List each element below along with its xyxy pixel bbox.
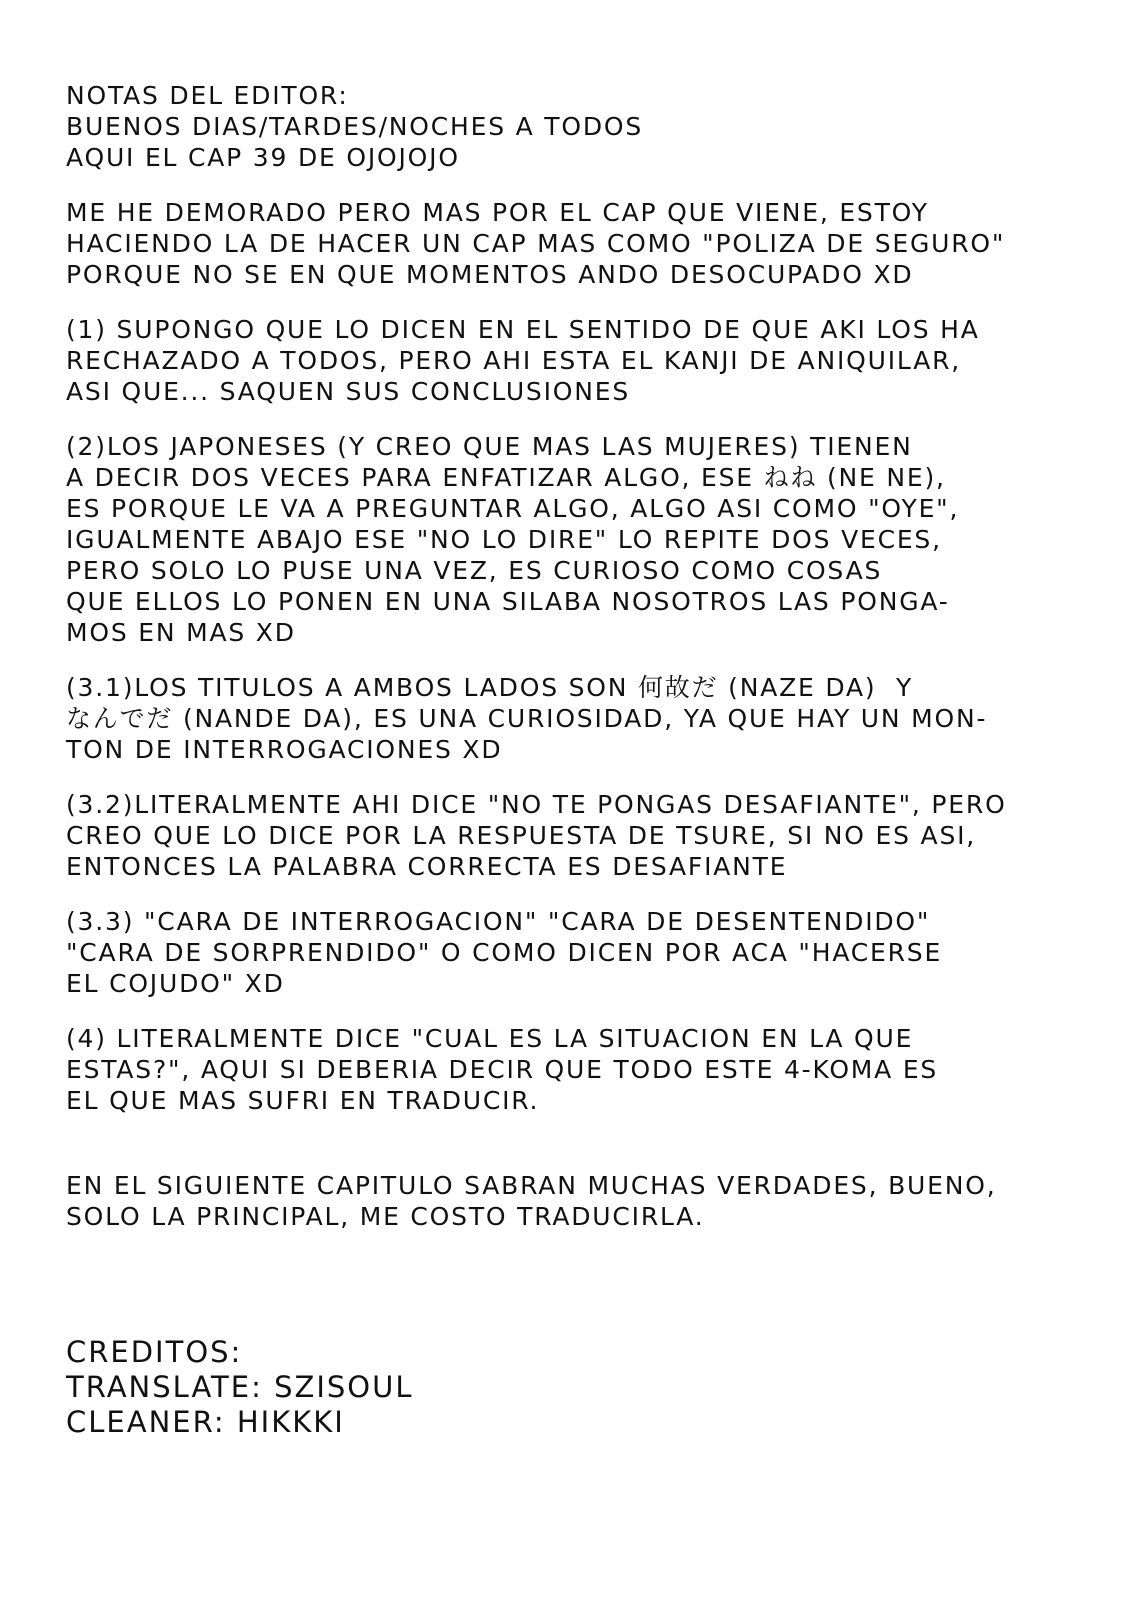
text-line: (3.2)LITERALMENTE AHI DICE "NO TE PONGAS DESAFIANTE", PERO bbox=[66, 790, 1007, 819]
text-line: A DECIR DOS VECES PARA ENFATIZAR ALGO, ESE ねね (NE NE), bbox=[66, 463, 946, 492]
text-line: PERO SOLO LO PUSE UNA VEZ, ES CURIOSO COMO COSAS bbox=[66, 556, 883, 585]
text-line: "CARA DE SORPRENDIDO" O COMO DICEN POR ACA "HACERSE bbox=[66, 938, 943, 967]
text-line: ES PORQUE LE VA A PREGUNTAR ALGO, ALGO ASI COMO "OYE", bbox=[66, 494, 960, 523]
text-line: (1) SUPONGO QUE LO DICEN EN EL SENTIDO DE QUE AKI LOS HA bbox=[66, 315, 980, 344]
text-line: (3.1)LOS TITULOS A AMBOS LADOS SON 何故だ (NAZE DA) Y bbox=[66, 673, 914, 702]
text-line: PORQUE NO SE EN QUE MOMENTOS ANDO DESOCUPADO XD bbox=[66, 260, 914, 289]
text-line: なんでだ (NANDE DA), ES UNA CURIOSIDAD, YA QUE HAY UN MON- bbox=[66, 704, 988, 733]
text-line: MOS EN MAS XD bbox=[66, 618, 296, 647]
note-3-1 bbox=[66, 672, 1076, 765]
text-line: (4) LITERALMENTE DICE "CUAL ES LA SITUACION EN LA QUE bbox=[66, 1024, 914, 1053]
text-line: ASI QUE... SAQUEN SUS CONCLUSIONES bbox=[66, 377, 631, 406]
note-3-3 bbox=[66, 906, 1076, 999]
text-line: SOLO LA PRINCIPAL, ME COSTO TRADUCIRLA. bbox=[66, 1202, 705, 1231]
credits-heading: CREDITOS: bbox=[66, 1335, 243, 1369]
text-line: EN EL SIGUIENTE CAPITULO SABRAN MUCHAS VERDADES, BUENO, bbox=[66, 1171, 997, 1200]
credit-translate: TRANSLATE: SZISOUL bbox=[66, 1370, 414, 1404]
credit-cleaner: CLEANER: HIKKKI bbox=[66, 1405, 345, 1439]
credits-block bbox=[66, 1335, 414, 1440]
text-line: (2)LOS JAPONESES (Y CREO QUE MAS LAS MUJERES) TIENEN bbox=[66, 432, 913, 461]
text-line: EL QUE MAS SUFRI EN TRADUCIR. bbox=[66, 1086, 540, 1115]
closing-note bbox=[66, 1170, 1076, 1232]
text-line: EL COJUDO" XD bbox=[66, 969, 285, 998]
text-line: (3.3) "CARA DE INTERROGACION" "CARA DE DESENTENDIDO" bbox=[66, 907, 931, 936]
text-line: QUE ELLOS LO PONEN EN UNA SILABA NOSOTROS LAS PONGA- bbox=[66, 587, 950, 616]
notes-body bbox=[66, 80, 1076, 1256]
note-2 bbox=[66, 431, 1076, 648]
text-line: IGUALMENTE ABAJO ESE "NO LO DIRE" LO REPITE DOS VECES, bbox=[66, 525, 942, 554]
text-line: ESTAS?", AQUI SI DEBERIA DECIR QUE TODO ESTE 4-KOMA ES bbox=[66, 1055, 939, 1084]
chapter-line: AQUI EL CAP 39 DE OJOJOJO bbox=[66, 143, 460, 172]
text-line: RECHAZADO A TODOS, PERO AHI ESTA EL KANJI DE ANIQUILAR, bbox=[66, 346, 962, 375]
text-line: TON DE INTERROGACIONES XD bbox=[66, 735, 503, 764]
text-line: ENTONCES LA PALABRA CORRECTA ES DESAFIANTE bbox=[66, 852, 788, 881]
notes-header bbox=[66, 80, 1076, 173]
text-line: ME HE DEMORADO PERO MAS POR EL CAP QUE VIENE, ESTOY bbox=[66, 198, 929, 227]
greeting-line: BUENOS DIAS/TARDES/NOCHES A TODOS bbox=[66, 112, 644, 141]
note-3-2 bbox=[66, 789, 1076, 882]
notes-title: NOTAS DEL EDITOR: bbox=[66, 81, 349, 110]
note-1 bbox=[66, 314, 1076, 407]
note-4 bbox=[66, 1023, 1076, 1116]
paragraph-intro bbox=[66, 197, 1076, 290]
text-line: CREO QUE LO DICE POR LA RESPUESTA DE TSURE, SI NO ES ASI, bbox=[66, 821, 977, 850]
text-line: HACIENDO LA DE HACER UN CAP MAS COMO "POLIZA DE SEGURO" bbox=[66, 229, 1006, 258]
